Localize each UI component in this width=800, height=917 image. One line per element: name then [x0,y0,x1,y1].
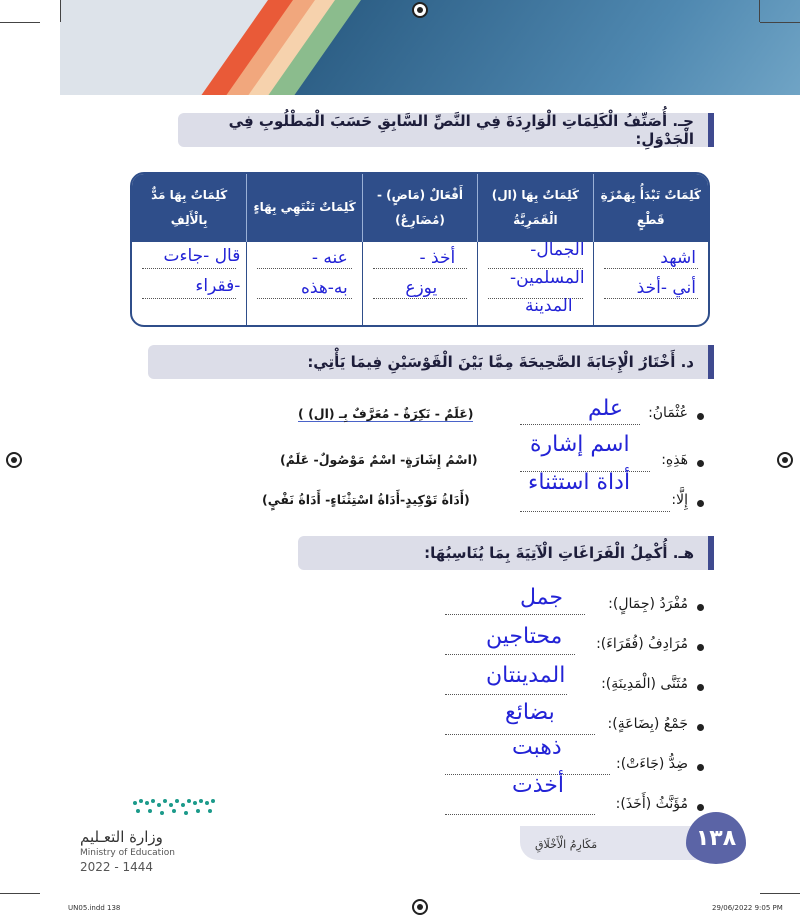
answer-line [445,614,585,615]
table-cell [593,242,708,327]
question-label: مُؤَنَّثُ (أَخَذَ): [615,796,688,812]
handwritten-answer: عنه - [311,248,348,268]
answer-choices: (عَلَمٌ - نَكِرَةٌ - مُعَرَّفٌ بِـ (ال) ) [298,406,474,421]
section-h-heading: هـ. أُكْمِلُ الْفَرَاغَاتِ الْآتِيَةَ بِمَا يُنَاسِبُهَا: [298,536,708,570]
question-label: مُثَنَّى (الْمَدِينَةِ): [601,676,688,692]
table-cell [132,242,246,327]
question-label: جَمْعُ (بِضَاعَةٍ): [607,716,688,732]
handwritten-answer: علم [588,396,624,421]
bullet-icon [697,804,704,811]
answer-choices: (اسْمُ إِشَارَةٍ- اسْمٌ مَوْصُولٌ- عَلَمٌ) [280,452,478,467]
section-d-heading: د. أَخْتَارُ الْإِجَابَةَ الصَّحِيحَةَ مِمَّا بَيْنَ الْقَوْسَيْنِ فِيمَا يَأْتِي: [148,345,708,379]
column-header: كَلِمَاتٌ تَنْتَهِي بِهَاءٍ [246,174,361,242]
ministry-name-arabic: وزارة التعـليم [80,828,163,846]
handwritten-answer: اسم إشارة [530,432,630,457]
handwritten-answer: قال -جاءت [163,246,241,266]
crop-mark [60,0,61,22]
handwritten-answer: المدينتان [486,663,566,688]
registration-mark-icon [412,899,428,915]
crop-mark [760,22,800,23]
question-label: هَذِهِ: [661,452,688,468]
handwritten-answer: بضائع [505,700,555,725]
registration-mark-icon [6,452,22,468]
question-label: ضِدُّ (جَاءَتْ): [615,756,688,772]
registration-mark-icon [412,2,428,18]
handwritten-answer: أخذت [512,773,564,798]
column-header: كَلِمَاتٌ تَبْدَأُ بِهَمْزَةِ قَطْعٍ [593,174,708,242]
handwritten-answer: يوزع [405,278,438,298]
answer-line [445,694,567,695]
header-banner [60,0,800,95]
file-slug: UN05.indd 138 [68,904,121,912]
question-label: عُثْمَانُ: [648,405,688,421]
registration-mark-icon [777,452,793,468]
column-header: كَلِمَاتٌ بِهَا مَدٌّ بِالْأَلِفِ [151,187,228,227]
handwritten-answer: جمل [520,585,563,610]
column-header: كَلِمَاتٌ بِهَا (ال) الْقَمَرِيَّةُ [477,174,592,242]
print-timestamp: 29/06/2022 9:05 PM [712,904,783,912]
bullet-icon [697,500,704,507]
handwritten-answer: أداة استثناء [528,470,631,495]
page-number: ١٣٨ [686,812,746,864]
answer-line [520,511,670,512]
crop-mark [0,893,40,894]
bullet-icon [697,764,704,771]
bullet-icon [697,413,704,420]
edition-year: 2022 - 1444 [80,860,154,874]
bullet-icon [697,644,704,651]
answer-line [520,424,640,425]
handwritten-answer: -فقراء [195,276,241,296]
book-title: مَكَارِمُ الْأَخْلَاقِ [535,838,598,851]
crop-mark [759,0,760,22]
handwritten-answer: المسلمين- [510,268,585,288]
answer-line [445,654,575,655]
answer-choices: (أَدَاةُ تَوْكِيدٍ-أَدَاةُ اسْتِثْنَاءٍ- أَدَاةُ نَفْيٍ) [262,492,470,507]
handwritten-answer: أخذ - [419,248,456,268]
handwritten-answer: أني -أخذ [636,278,696,298]
ministry-name-english: Ministry of Education [80,848,175,858]
question-label: مُرَادِفُ (فُقَرَاءَ): [596,636,688,652]
handwritten-answer: به-هذه [301,278,348,298]
column-header: أَفْعَالٌ (مَاضٍ) - (مُضَارِعٌ) [362,174,477,242]
classification-table [130,172,710,327]
bullet-icon [697,724,704,731]
question-label: مُفْرَدُ (جِمَالٍ): [608,596,688,612]
table-cell [362,242,477,327]
crop-mark [760,893,800,894]
question-label: إِلَّا: [671,492,688,508]
bullet-icon [697,684,704,691]
handwritten-answer: محتاجين [486,624,563,649]
handwritten-answer: الجمال- [530,240,585,260]
table-cell [246,242,361,327]
crop-mark [0,22,40,23]
bullet-icon [697,604,704,611]
handwritten-answer: المدينة [524,296,573,316]
answer-line [445,814,595,815]
table-cell [477,242,592,327]
ministry-logo-icon [130,793,220,821]
bullet-icon [697,460,704,467]
handwritten-answer: ذهبت [512,735,562,760]
section-c-heading: جـ. أُصَنِّفُ الْكَلِمَاتِ الْوَارِدَةَ فِي النَّصِّ السَّابِقِ حَسَبَ الْمَطْلُوبِ فِي الْجَدْوَلِ: [178,113,708,147]
handwritten-answer: اشهد [660,248,696,268]
